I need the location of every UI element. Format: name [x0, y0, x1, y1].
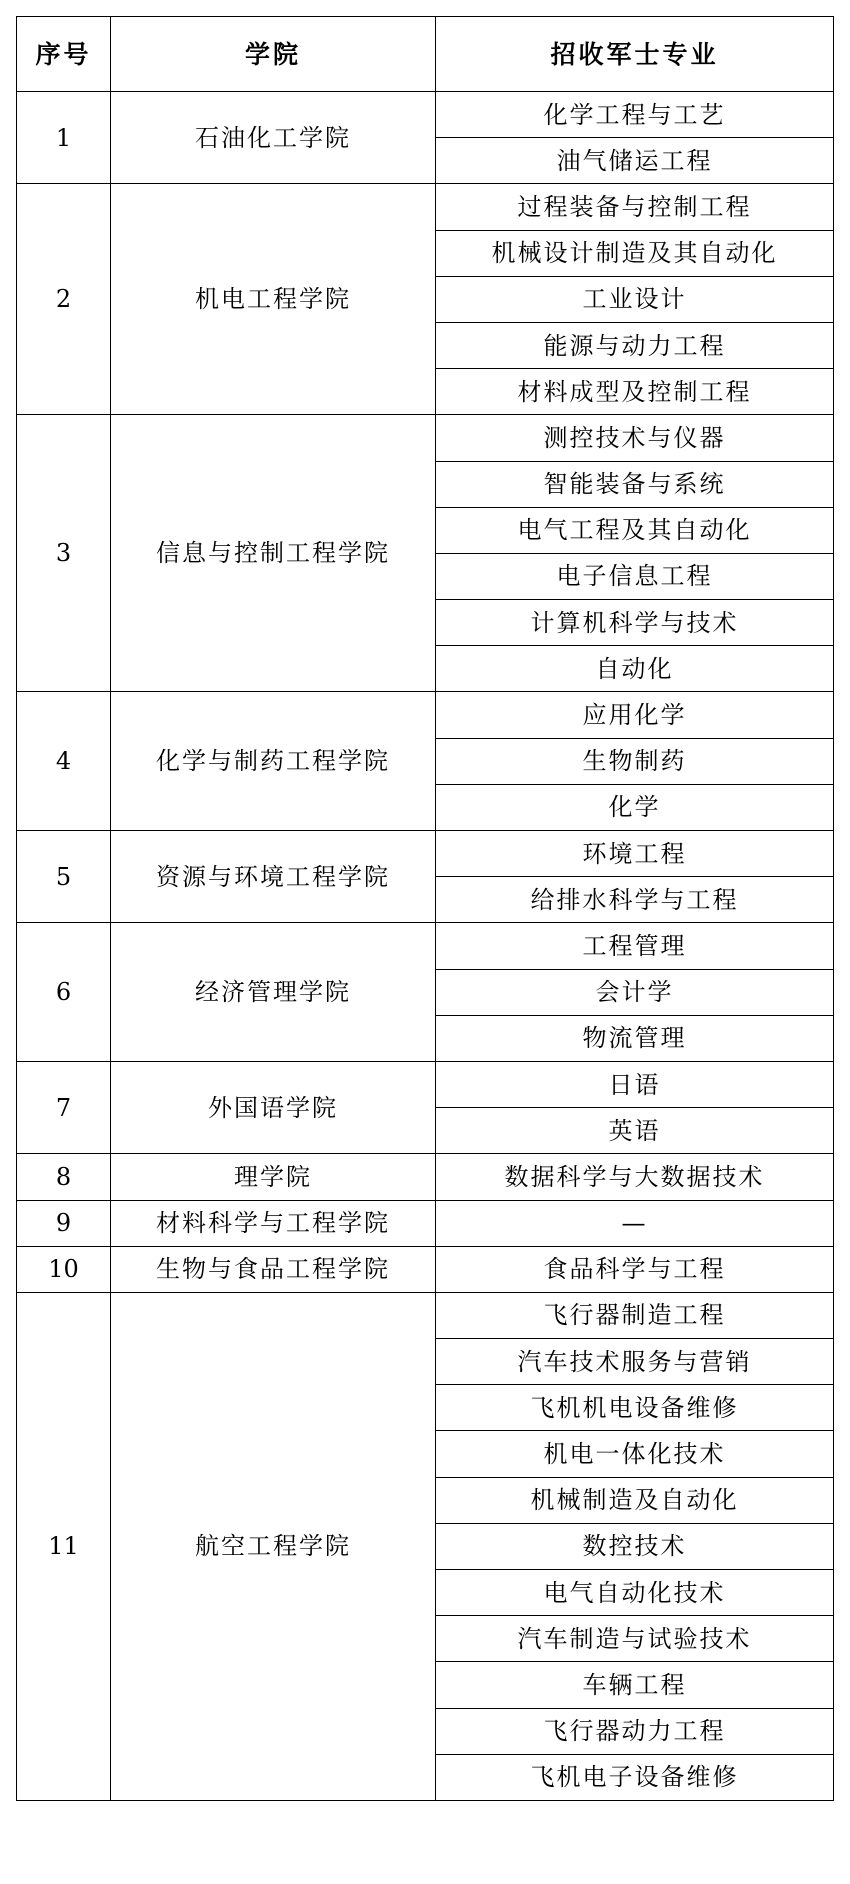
major-name: 飞机机电设备维修	[436, 1385, 834, 1431]
college-name: 化学与制药工程学院	[111, 692, 436, 831]
major-name: 汽车制造与试验技术	[436, 1616, 834, 1662]
table-row	[17, 923, 834, 969]
table-header	[17, 17, 834, 92]
table-row	[17, 1246, 834, 1292]
header-row	[17, 17, 834, 92]
table-row	[17, 692, 834, 738]
table-row	[17, 92, 834, 138]
header-majors: 招收军士专业	[436, 17, 834, 92]
table-row	[17, 1154, 834, 1200]
major-name: 飞机电子设备维修	[436, 1754, 834, 1800]
row-number: 6	[17, 923, 111, 1062]
college-name: 资源与环境工程学院	[111, 831, 436, 923]
college-name: 生物与食品工程学院	[111, 1246, 436, 1292]
major-name: 自动化	[436, 646, 834, 692]
table-row	[17, 1292, 834, 1338]
major-name: 电气自动化技术	[436, 1570, 834, 1616]
major-name: 数控技术	[436, 1523, 834, 1569]
table-body	[17, 92, 834, 1801]
college-name: 信息与控制工程学院	[111, 415, 436, 692]
major-name: 机械设计制造及其自动化	[436, 230, 834, 276]
table-row	[17, 184, 834, 230]
major-name: 会计学	[436, 969, 834, 1015]
table-row	[17, 1200, 834, 1246]
major-name: 机械制造及自动化	[436, 1477, 834, 1523]
major-name: 汽车技术服务与营销	[436, 1339, 834, 1385]
major-name: 环境工程	[436, 831, 834, 877]
major-name: 油气储运工程	[436, 138, 834, 184]
row-number: 3	[17, 415, 111, 692]
major-name: 智能装备与系统	[436, 461, 834, 507]
row-number: 5	[17, 831, 111, 923]
major-name: 车辆工程	[436, 1662, 834, 1708]
major-name: 应用化学	[436, 692, 834, 738]
college-name: 理学院	[111, 1154, 436, 1200]
row-number: 8	[17, 1154, 111, 1200]
major-name: 飞行器制造工程	[436, 1292, 834, 1338]
table-row	[17, 1061, 834, 1107]
row-number: 7	[17, 1061, 111, 1153]
college-name: 石油化工学院	[111, 92, 436, 184]
college-name: 材料科学与工程学院	[111, 1200, 436, 1246]
major-name: —	[436, 1200, 834, 1246]
major-name: 工业设计	[436, 276, 834, 322]
row-number: 9	[17, 1200, 111, 1246]
major-name: 材料成型及控制工程	[436, 369, 834, 415]
major-name: 测控技术与仪器	[436, 415, 834, 461]
college-name: 经济管理学院	[111, 923, 436, 1062]
major-name: 生物制药	[436, 738, 834, 784]
major-name: 能源与动力工程	[436, 322, 834, 368]
row-number: 4	[17, 692, 111, 831]
major-name: 过程装备与控制工程	[436, 184, 834, 230]
major-name: 电子信息工程	[436, 553, 834, 599]
major-name: 日语	[436, 1061, 834, 1107]
major-name: 英语	[436, 1108, 834, 1154]
major-name: 飞行器动力工程	[436, 1708, 834, 1754]
major-name: 电气工程及其自动化	[436, 507, 834, 553]
college-name: 机电工程学院	[111, 184, 436, 415]
college-name: 外国语学院	[111, 1061, 436, 1153]
row-number: 11	[17, 1292, 111, 1800]
major-name: 化学工程与工艺	[436, 92, 834, 138]
major-name: 食品科学与工程	[436, 1246, 834, 1292]
major-name: 工程管理	[436, 923, 834, 969]
majors-table	[16, 16, 834, 1801]
table-row	[17, 415, 834, 461]
major-name: 机电一体化技术	[436, 1431, 834, 1477]
row-number: 2	[17, 184, 111, 415]
header-college: 学院	[111, 17, 436, 92]
header-no: 序号	[17, 17, 111, 92]
major-name: 物流管理	[436, 1015, 834, 1061]
row-number: 1	[17, 92, 111, 184]
row-number: 10	[17, 1246, 111, 1292]
major-name: 给排水科学与工程	[436, 877, 834, 923]
major-name: 化学	[436, 784, 834, 830]
table-row	[17, 831, 834, 877]
major-name: 计算机科学与技术	[436, 600, 834, 646]
major-name: 数据科学与大数据技术	[436, 1154, 834, 1200]
college-name: 航空工程学院	[111, 1292, 436, 1800]
